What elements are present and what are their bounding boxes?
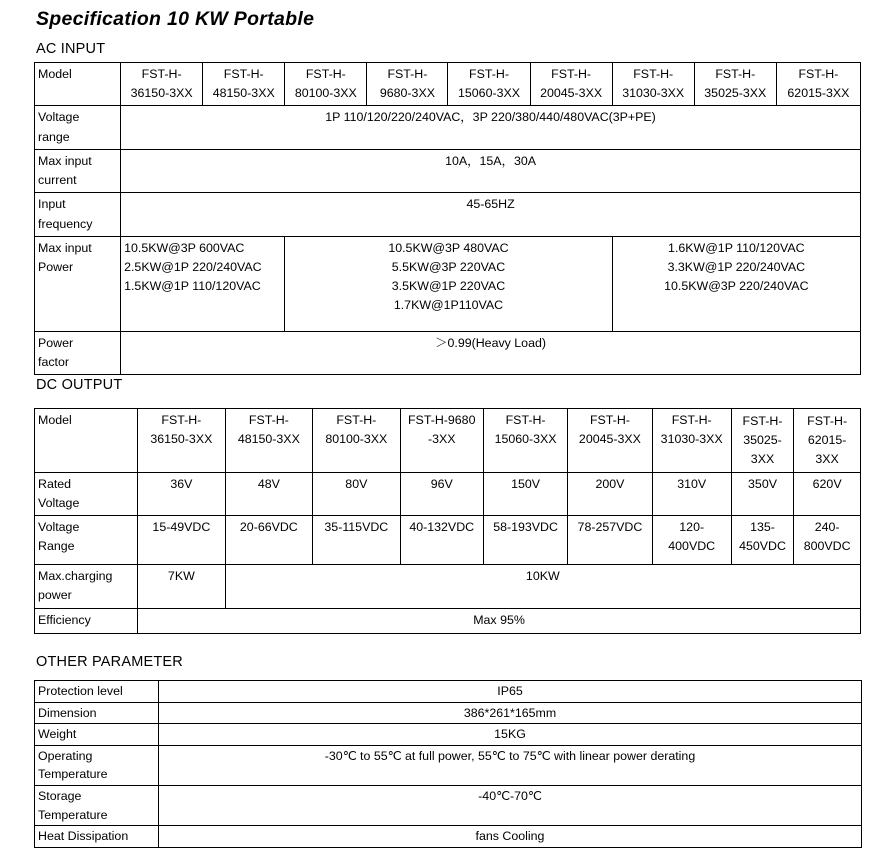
ac-model-1: FST-H- 36150-3XX [121,63,203,106]
ac-max-input-power-group-3 [612,236,860,331]
dc-voltage-range-7: 120- 400VDC [652,516,731,565]
table-row [35,193,861,236]
ac-model-8: FST-H- 35025-3XX [694,63,776,106]
dc-model-7: FST-H- 31030-3XX [652,409,731,473]
dc-rated-voltage-5: 150V [483,472,567,515]
ac-input-frequency-value: 45-65HZ [121,193,861,236]
ac-model-5: FST-H- 15060-3XX [448,63,530,106]
table-row [35,236,861,331]
dc-efficiency-value: Max 95% [138,608,861,633]
dc-voltage-range-8: 135- 450VDC [731,516,793,565]
dc-model-1: FST-H- 36150-3XX [138,409,225,473]
dc-voltage-range-5: 58-193VDC [483,516,567,565]
dc-voltage-range-2: 20-66VDC [225,516,312,565]
other-parameter-table [34,680,862,848]
ac-voltage-range-label: Voltage range [35,106,121,149]
ac-model-2: FST-H- 48150-3XX [203,63,285,106]
dc-rated-voltage-6: 200V [568,472,652,515]
ac-power-factor-value: ＞0.99(Heavy Load) [121,331,861,374]
dc-rated-voltage-4: 96V [400,472,483,515]
ac-max-input-current-value: 10A，15A，30A [121,149,861,192]
ac-model-7: FST-H- 31030-3XX [612,63,694,106]
dc-rated-voltage-7: 310V [652,472,731,515]
dc-model-5: FST-H- 15060-3XX [483,409,567,473]
dc-max-charging-power-rest: 10KW [225,565,860,608]
dc-output-table [34,408,861,634]
power-spec-line: 1.5KW@1P 110/120VAC [124,279,261,294]
dc-model-label: Model [35,409,138,473]
section-heading-dc-output: DC OUTPUT [36,377,123,393]
table-row [35,149,861,192]
table-row [35,826,862,848]
dc-model-9: FST-H- 62015- 3XX [794,409,861,473]
ac-voltage-range-value: 1P 110/120/220/240VAC，3P 220/380/440/480VAC(3P+PE) [121,106,861,149]
dc-rated-voltage-label: Rated Voltage [35,472,138,515]
other-storage-temperature-label: Storage Temperature [35,786,159,826]
other-operating-temperature-value: -30℃ to 55℃ at full power, 55℃ to 75℃ with linear power derating [159,745,862,785]
power-spec-line: 10.5KW@3P 600VAC [124,240,245,255]
dc-voltage-range-3: 35-115VDC [313,516,400,565]
ac-max-input-power-group-1 [121,236,285,331]
dc-model-6: FST-H- 20045-3XX [568,409,652,473]
dc-voltage-range-6: 78-257VDC [568,516,652,565]
table-row [35,331,861,374]
dc-rated-voltage-1: 36V [138,472,225,515]
dc-voltage-range-1: 15-49VDC [138,516,225,565]
dc-voltage-range-4: 40-132VDC [400,516,483,565]
table-row [35,63,861,106]
dc-voltage-range-label: Voltage Range [35,516,138,565]
table-row [35,745,862,785]
power-spec-line: 3.3KW@1P 220/240VAC [667,259,806,274]
dc-voltage-range-9: 240- 800VDC [794,516,861,565]
table-row [35,516,861,565]
dc-model-2: FST-H- 48150-3XX [225,409,312,473]
power-spec-line: 10.5KW@3P 220/240VAC [664,279,809,294]
dc-rated-voltage-8: 350V [731,472,793,515]
ac-input-frequency-label: Input frequency [35,193,121,236]
power-spec-line: 5.5KW@3P 220VAC [391,259,506,274]
other-dimension-label: Dimension [35,702,159,724]
other-dimension-value: 386*261*165mm [159,702,862,724]
ac-model-6: FST-H- 20045-3XX [530,63,612,106]
table-row [35,565,861,608]
other-protection-level-label: Protection level [35,681,159,703]
dc-model-3: FST-H- 80100-3XX [313,409,400,473]
section-heading-other-parameter: OTHER PARAMETER [36,654,183,670]
dc-model-4: FST-H-9680 -3XX [400,409,483,473]
other-storage-temperature-value: -40℃-70℃ [159,786,862,826]
dc-model-8: FST-H- 35025- 3XX [731,409,793,473]
other-operating-temperature-label: Operating Temperature [35,745,159,785]
other-protection-level-value: IP65 [159,681,862,703]
other-heat-dissipation-label: Heat Dissipation [35,826,159,848]
table-row [35,608,861,633]
dc-rated-voltage-3: 80V [313,472,400,515]
ac-max-input-power-group-2 [285,236,612,331]
other-weight-label: Weight [35,724,159,746]
section-heading-ac-input: AC INPUT [36,41,106,57]
other-heat-dissipation-value: fans Cooling [159,826,862,848]
ac-model-label: Model [35,63,121,106]
ac-max-input-current-label: Max input current [35,149,121,192]
ac-power-factor-label: Power factor [35,331,121,374]
table-row [35,702,862,724]
power-spec-line: 2.5KW@1P 220/240VAC [124,259,262,274]
table-row [35,681,862,703]
ac-model-4: FST-H- 9680-3XX [367,63,448,106]
power-spec-line: 10.5KW@3P 480VAC [388,240,509,255]
dc-efficiency-label: Efficiency [35,608,138,633]
ac-max-input-power-label: Max input Power [35,236,121,331]
table-row [35,106,861,149]
dc-max-charging-power-label: Max.charging power [35,565,138,608]
power-spec-line: 1.6KW@1P 110/120VAC [668,240,805,255]
dc-rated-voltage-9: 620V [794,472,861,515]
ac-model-9: FST-H- 62015-3XX [776,63,860,106]
power-spec-line: 1.7KW@1P110VAC [393,298,504,313]
dc-max-charging-power-first: 7KW [138,565,225,608]
table-row [35,409,861,473]
page-title: Specification 10 KW Portable [36,8,315,30]
other-weight-value: 15KG [159,724,862,746]
power-spec-line: 3.5KW@1P 220VAC [391,279,506,294]
ac-model-3: FST-H- 80100-3XX [285,63,367,106]
dc-rated-voltage-2: 48V [225,472,312,515]
ac-input-table [34,62,861,375]
table-row [35,472,861,515]
table-row [35,786,862,826]
table-row [35,724,862,746]
